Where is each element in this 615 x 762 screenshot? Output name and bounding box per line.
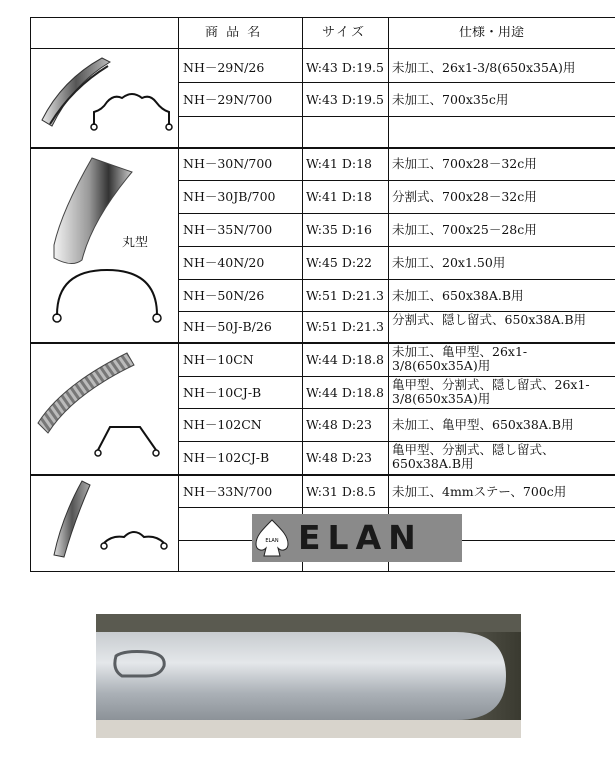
table-cell-name: NH－30JB/700 <box>183 190 276 204</box>
table-left-border <box>30 17 31 572</box>
table-bottom-border <box>30 571 615 572</box>
table-top-border <box>30 17 615 18</box>
logo-wordmark: ELAN <box>298 520 423 556</box>
table-cell-name: NH－33N/700 <box>183 485 273 499</box>
table-cell-spec: 亀甲型、分割式、隠し留式、650x38A.B用 <box>392 443 555 471</box>
table-cell-name: NH－50J-B/26 <box>183 320 272 334</box>
table-cell-name: NH－102CN <box>183 418 262 432</box>
table-cell-size: W:48 D:23 <box>306 418 372 432</box>
table-cell-spec: 未加工、4mmステー、700c用 <box>392 485 567 499</box>
header-product-name: 商 品 名 <box>205 26 263 40</box>
group-divider <box>30 342 615 344</box>
table-cell-name: NH－35N/700 <box>183 223 273 237</box>
table-cell-name: NH－29N/26 <box>183 61 265 75</box>
row-divider <box>178 246 615 247</box>
header-divider <box>30 48 615 49</box>
column-divider <box>388 17 389 572</box>
table-cell-spec: 未加工、亀甲型、26x1-3/8(650x35A)用 <box>392 345 528 373</box>
group-divider <box>30 147 615 149</box>
row-divider <box>178 82 615 83</box>
table-cell-size: W:45 D:22 <box>306 256 372 270</box>
table-cell-spec: 未加工、700x25－28c用 <box>392 223 537 237</box>
table-cell-spec: 未加工、700x35c用 <box>392 93 509 107</box>
table-cell-size: W:48 D:23 <box>306 451 372 465</box>
table-cell-name: NH－10CN <box>183 353 254 367</box>
table-cell-size: W:43 D:19.5 <box>306 61 384 75</box>
row-divider <box>178 213 615 214</box>
row-divider <box>178 180 615 181</box>
table-cell-spec: 分割式、700x28－32c用 <box>392 190 537 204</box>
column-divider <box>178 17 179 572</box>
table-cell-spec: 未加工、26x1-3/8(650x35A)用 <box>392 61 576 75</box>
flat-rim-icon <box>32 50 177 146</box>
group-divider <box>30 474 615 476</box>
table-cell-name: NH－40N/20 <box>183 256 265 270</box>
row-divider <box>178 116 615 117</box>
table-cell-name: NH－10CJ-B <box>183 386 262 400</box>
table-cell-name: NH－30N/700 <box>183 157 273 171</box>
table-cell-spec: 分割式、隠し留式、650x38A.B用 <box>392 313 587 327</box>
table-cell-spec: 未加工、亀甲型、650x38A.B用 <box>392 418 574 432</box>
table-cell-size: W:44 D:18.8 <box>306 353 384 367</box>
table-cell-spec: 未加工、650x38A.B用 <box>392 289 524 303</box>
round-fender-icon <box>32 150 177 340</box>
row-divider <box>178 376 615 377</box>
header-spec: 仕様・用途 <box>459 26 525 40</box>
elan-logo <box>252 514 462 562</box>
table-cell-spec: 未加工、20x1.50用 <box>392 256 506 270</box>
table-cell-size: W:43 D:19.5 <box>306 93 384 107</box>
table-cell-name: NH－50N/26 <box>183 289 265 303</box>
table-cell-size: W:51 D:21.3 <box>306 320 384 334</box>
table-cell-spec: 未加工、700x28－32c用 <box>392 157 537 171</box>
row-divider <box>178 507 615 508</box>
header-size: サイズ <box>322 26 366 40</box>
table-cell-size: W:31 D:8.5 <box>306 485 376 499</box>
fluted-fender-icon <box>32 345 177 473</box>
table-cell-size: W:41 D:18 <box>306 190 372 204</box>
row-divider <box>178 311 615 312</box>
table-cell-size: W:44 D:18.8 <box>306 386 384 400</box>
table-cell-size: W:41 D:18 <box>306 157 372 171</box>
table-cell-name: NH－102CJ-B <box>183 451 270 465</box>
shape-label: 丸型 <box>122 236 149 250</box>
table-cell-name: NH－29N/700 <box>183 93 273 107</box>
table-cell-spec: 亀甲型、分割式、隠し留式、26x1-3/8(650x35A)用 <box>392 378 590 406</box>
logo-badge-text: ELAN <box>265 538 279 544</box>
table-cell-size: W:51 D:21.3 <box>306 289 384 303</box>
row-divider <box>178 408 615 409</box>
narrow-fender-icon <box>32 477 177 570</box>
column-divider <box>302 17 303 572</box>
table-cell-size: W:35 D:16 <box>306 223 372 237</box>
row-divider <box>178 279 615 280</box>
tube-photo <box>96 614 521 738</box>
row-divider <box>178 441 615 442</box>
